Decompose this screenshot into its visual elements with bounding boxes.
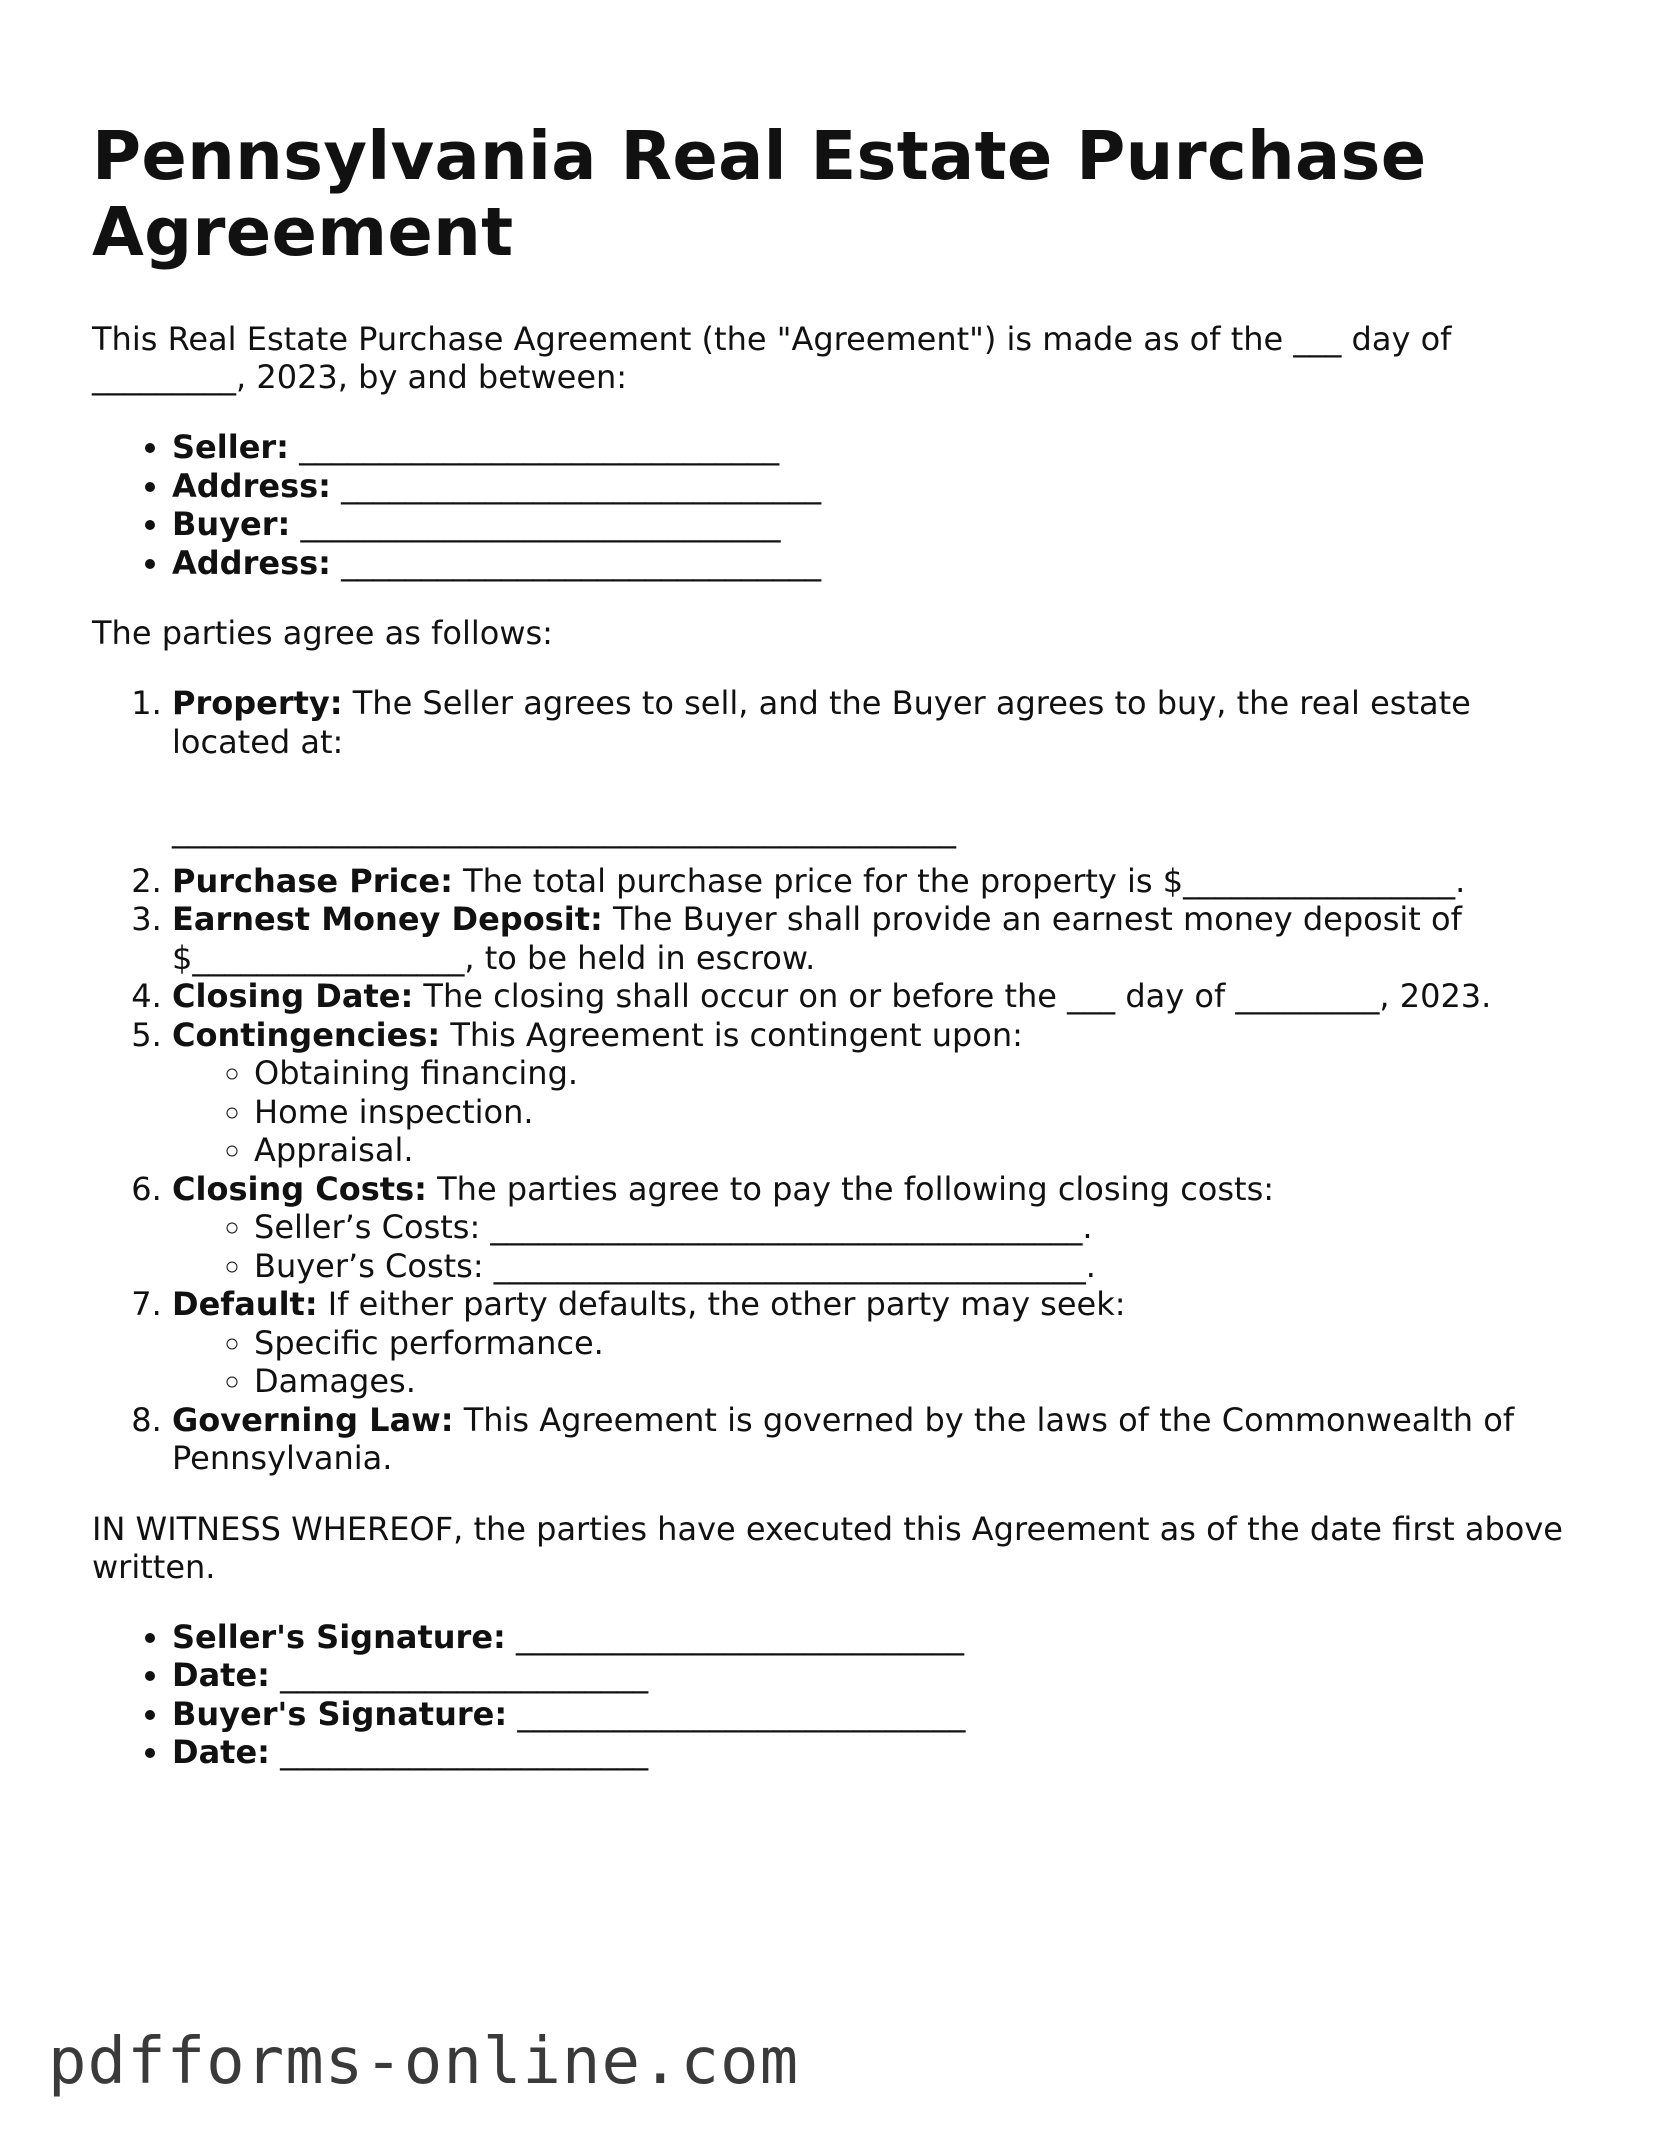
party-label: Address: [172,543,331,582]
list-item: ◦ Damages. [254,1362,1572,1401]
intro-paragraph: This Real Estate Purchase Agreement (the "Agreement") is made as of the ___ day of _________, 2023, by and between: [92,320,1452,396]
term-default [172,1285,1572,1401]
party-seller [172,428,1572,467]
list-item: ◦ Appraisal. [254,1131,1572,1170]
party-label: Address: [172,466,331,505]
property-address-blank: _________________________________________________ [172,811,956,849]
term-text: If either party defaults, the other party may seek: [317,1285,1126,1323]
term-text: This Agreement is governed by the laws of the Commonwealth of Pennsylvania. [172,1400,1515,1477]
signature-seller-date [172,1656,1572,1695]
signature-label: Date: [172,1656,270,1694]
term-text: The closing shall occur on or before the ___ day of _________, 2023. [413,977,1492,1015]
party-blank: ______________________________ [299,428,780,466]
contingencies-sublist [172,1054,1572,1170]
party-buyer-address [172,544,1572,583]
list-item: ◦ Buyer’s Costs: _____________________________________. [254,1247,1572,1286]
signature-label: Buyer's Signature: [172,1694,508,1733]
list-item: ◦ Specific performance. [254,1324,1572,1363]
party-seller-address [172,467,1572,506]
parties-list [92,428,1572,582]
term-text: The Buyer shall provide an earnest money deposit of $_________________, to be held in escrow. [172,900,1462,977]
party-label: Buyer: [172,505,291,543]
witness-paragraph: IN WITNESS WHEREOF, the parties have executed this Agreement as of the date first above written. [92,1509,1563,1586]
signature-seller [172,1618,1572,1657]
signature-buyer-date [172,1733,1572,1772]
footer-watermark: pdfforms-online.com [48,2025,800,2099]
list-item: ◦ Seller’s Costs: _____________________________________. [254,1208,1572,1247]
term-purchase-price [172,862,1572,901]
agree-text: The parties agree as follows: [92,614,553,652]
term-contingencies [172,1016,1572,1170]
signature-blank: _______________________ [280,1656,649,1694]
term-label: Purchase Price: [172,861,453,900]
signature-blank: ____________________________ [515,1617,964,1656]
party-blank: ______________________________ [300,505,781,543]
closing-costs-sublist [172,1208,1572,1285]
term-label: Earnest Money Deposit: [172,900,603,938]
signature-blank: _______________________ [280,1733,649,1771]
term-label: Contingencies: [172,1015,441,1054]
terms-list [92,684,1572,1478]
party-blank: ______________________________ [341,543,822,582]
term-label: Governing Law: [172,1400,454,1439]
party-buyer [172,505,1572,544]
page-title: Pennsylvania Real Estate Purchase Agreement [92,117,1427,271]
document-page [92,118,1572,1804]
term-label: Closing Date: [172,977,414,1015]
party-blank: ______________________________ [341,466,822,505]
signature-label: Date: [172,1733,270,1771]
signatures-list [92,1618,1572,1772]
term-text: The parties agree to pay the following closing costs: [426,1169,1275,1208]
term-governing-law [172,1401,1572,1478]
term-earnest-money [172,900,1572,977]
list-item: ◦ Home inspection. [254,1093,1572,1132]
signature-blank: ____________________________ [517,1694,966,1733]
signature-label: Seller's Signature: [172,1617,506,1656]
term-label: Default: [172,1285,318,1323]
term-label: Property: [172,684,343,722]
default-sublist [172,1324,1572,1401]
term-text: This Agreement is contingent upon: [440,1015,1023,1054]
party-label: Seller: [172,428,289,466]
term-text: The Seller agrees to sell, and the Buyer agrees to buy, the real estate located at: [172,684,1471,761]
list-item: ◦ Obtaining financing. [254,1054,1572,1093]
term-closing-date [172,977,1572,1016]
term-label: Closing Costs: [172,1169,427,1208]
term-closing-costs [172,1170,1572,1286]
signature-buyer [172,1695,1572,1734]
term-text: The total purchase price for the property is $_________________. [452,861,1466,900]
term-property [172,684,1572,850]
